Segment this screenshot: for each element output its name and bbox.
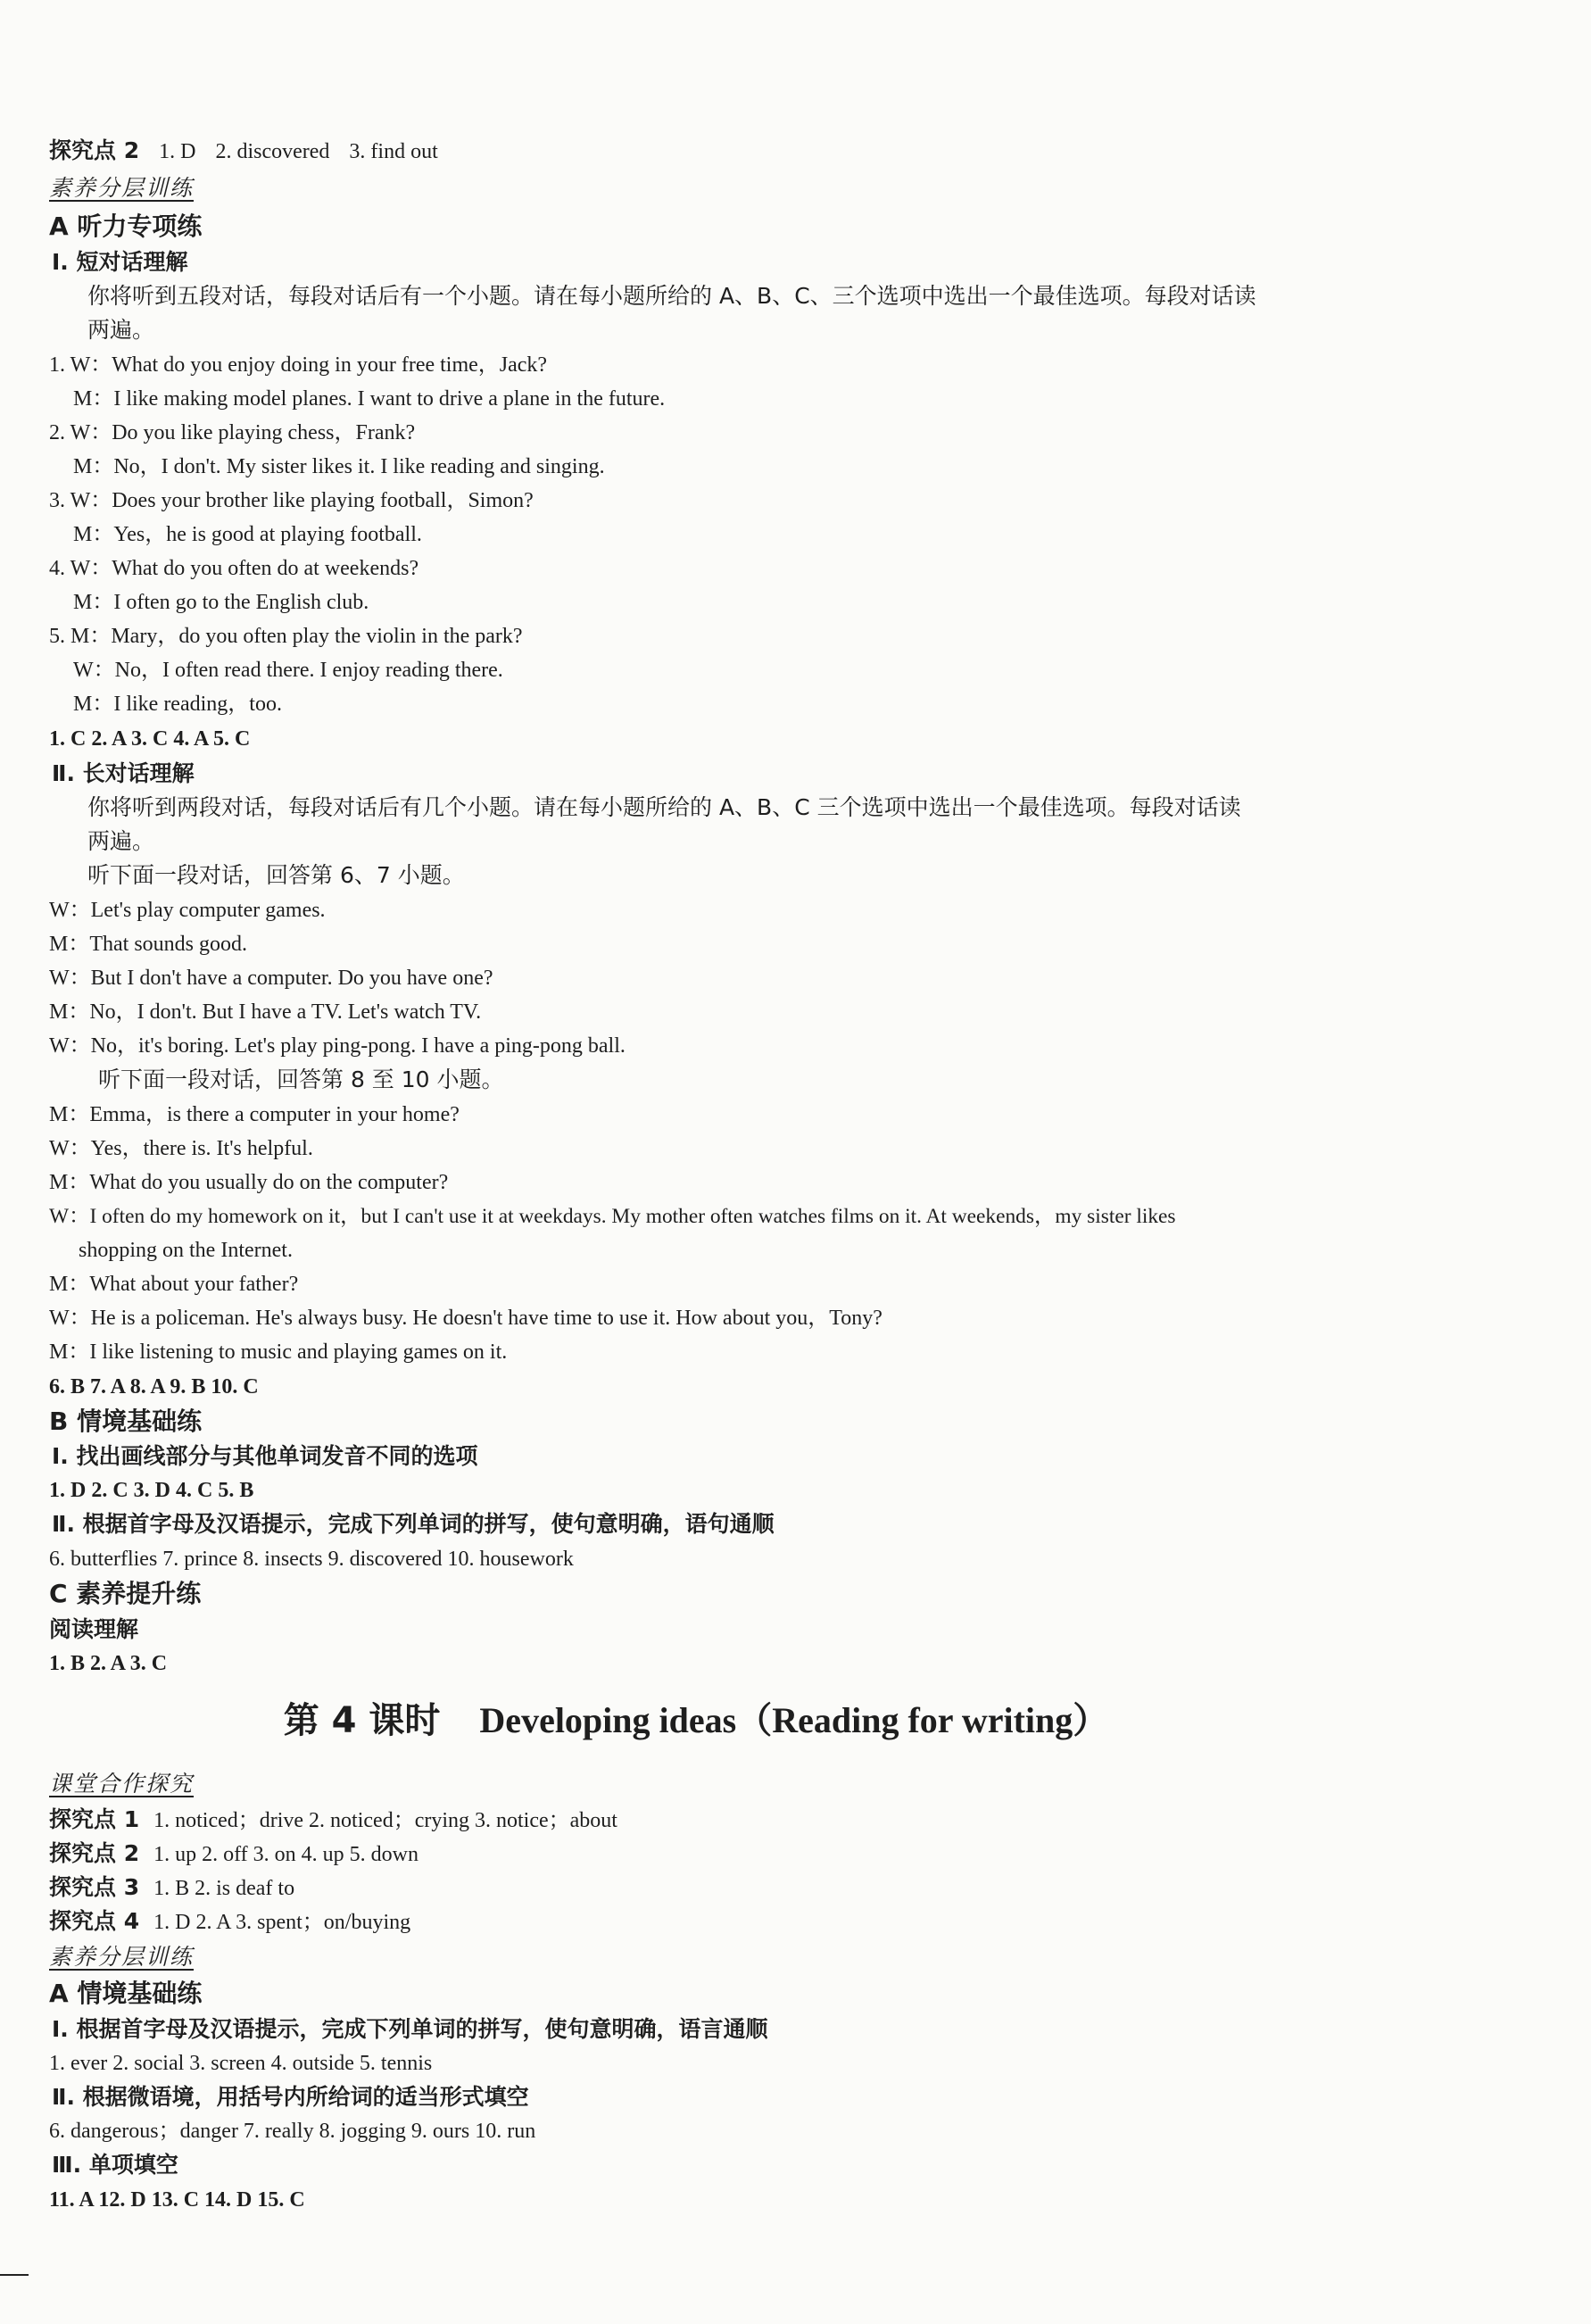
- dialogue-line: M：I often go to the English club.: [73, 591, 369, 614]
- answer-2: 2. discovered: [215, 140, 330, 163]
- lesson-title: [0, 1694, 1392, 1747]
- answers-line: 11. A 12. D 13. C 14. D 15. C: [49, 2188, 305, 2212]
- dialogue-line: 1. W：What do you enjoy doing in your free time，Jack?: [49, 353, 548, 377]
- explore-answers: 1. up 2. off 3. on 4. up 5. down: [153, 1843, 418, 1866]
- instruction-line: 两遍。: [87, 828, 155, 854]
- dialogue-line: M：What about your father?: [49, 1273, 299, 1296]
- explore-answers: 1. noticed；drive 2. noticed；crying 3. notice；about: [153, 1809, 617, 1832]
- explore-label: 探究点 1: [49, 1806, 140, 1832]
- dialogue-line: 3. W：Does your brother like playing football，Simon?: [49, 489, 534, 512]
- explore-label: 探究点 2: [49, 137, 140, 163]
- answers-line: 6. B 7. A 8. A 9. B 10. C: [49, 1375, 259, 1399]
- dialogue-line: M：What do you usually do on the computer?: [49, 1171, 449, 1194]
- section-tiered-training: 素养分层训练: [49, 175, 195, 201]
- section-classroom-cooperation: 课堂合作探究: [49, 1771, 195, 1797]
- dialogue-line: M：No，I don't. My sister likes it. I like reading and singing.: [73, 455, 605, 478]
- explore-point-1: [49, 1804, 617, 1838]
- lesson4-part-a-heading: A 情境基础练: [49, 1979, 203, 2008]
- word-form-heading: Ⅱ. 根据微语境，用括号内所给词的适当形式填空: [52, 2084, 529, 2110]
- explore-point-2: [49, 135, 438, 169]
- dialogue-line: W：Yes，there is. It's helpful.: [49, 1137, 313, 1160]
- pronunciation-heading: Ⅰ. 找出画线部分与其他单词发音不同的选项: [52, 1443, 478, 1469]
- explore-answers: 1. B 2. is deaf to: [153, 1877, 295, 1900]
- dialogue-line: W：No，I often read there. I enjoy reading there.: [73, 659, 503, 682]
- dialogue-line: 5. M：Mary，do you often play the violin in the park?: [49, 625, 523, 648]
- dialogue-line: M：No，I don't. But I have a TV. Let's watch TV.: [49, 1000, 482, 1024]
- long-dialogue-heading: Ⅱ. 长对话理解: [52, 760, 195, 786]
- dialogue-line: W：He is a policeman. He's always busy. He doesn't have time to use it. How about you，Tony?: [49, 1307, 883, 1330]
- dialogue-line: W：I often do my homework on it，but I can't use it at weekdays. My mother often watches films on it. At weekends，my sister likes: [49, 1205, 1176, 1228]
- part-a-heading: A 听力专项练: [49, 212, 203, 241]
- answers-line: 1. B 2. A 3. C: [49, 1652, 168, 1675]
- part-c-heading: C 素养提升练: [49, 1579, 202, 1608]
- dialogue-line: M：I like reading，too.: [73, 693, 282, 716]
- explore-point-4: [49, 1905, 410, 1939]
- reading-heading: 阅读理解: [49, 1616, 139, 1642]
- answers-line: 1. C 2. A 3. C 4. A 5. C: [49, 727, 251, 751]
- explore-label: 探究点 4: [49, 1908, 140, 1934]
- dialogue-line: 2. W：Do you like playing chess，Frank?: [49, 421, 416, 444]
- dialogue-line: M：Emma，is there a computer in your home?: [49, 1103, 460, 1126]
- answers-line: 1. ever 2. social 3. screen 4. outside 5. tennis: [49, 2052, 433, 2075]
- part-b-heading: B 情境基础练: [49, 1407, 203, 1436]
- instruction-line: 你将听到五段对话，每段对话后有一个小题。请在每小题所给的 A、B、C、三个选项中选出一个最佳选项。每段对话读: [87, 283, 1256, 309]
- explore-label: 探究点 2: [49, 1840, 140, 1866]
- explore-answers: 1. D 2. A 3. spent；on/buying: [153, 1911, 411, 1934]
- dialogue-line: W：But I don't have a computer. Do you have one?: [49, 967, 493, 990]
- explore-point-2: [49, 1838, 418, 1872]
- answers-line: 1. D 2. C 3. D 4. C 5. B: [49, 1479, 254, 1502]
- lesson-number: 第 4 课时: [283, 1700, 441, 1741]
- dialogue-line: M：I like listening to music and playing games on it.: [49, 1340, 508, 1364]
- dialogue-line: W：Let's play computer games.: [49, 899, 326, 922]
- answers-line: 6. dangerous；danger 7. really 8. jogging 9. ours 10. run: [49, 2120, 536, 2143]
- lesson-name: Developing ideas（Reading for writing）: [479, 1700, 1109, 1740]
- dialogue-line: M：That sounds good.: [49, 933, 247, 956]
- dialogue-line: W：No，it's boring. Let's play ping-pong. I have a ping-pong ball.: [49, 1034, 626, 1058]
- explore-point-3: [49, 1872, 294, 1905]
- page-corner-rule: [0, 2274, 29, 2276]
- listen-instruction: 听下面一段对话，回答第 6、7 小题。: [87, 862, 465, 888]
- dialogue-line: M：Yes，he is good at playing football.: [73, 523, 422, 546]
- short-dialogue-heading: Ⅰ. 短对话理解: [52, 249, 188, 275]
- instruction-line: 你将听到两段对话，每段对话后有几个小题。请在每小题所给的 A、B、C 三个选项中选出一个最佳选项。每段对话读: [87, 794, 1241, 820]
- dialogue-line: M：I like making model planes. I want to drive a plane in the future.: [73, 387, 666, 411]
- answer-3: 3. find out: [349, 140, 438, 163]
- dialogue-line: shopping on the Internet.: [79, 1239, 293, 1262]
- explore-label: 探究点 3: [49, 1874, 140, 1900]
- answers-line: 6. butterflies 7. prince 8. insects 9. discovered 10. housework: [49, 1548, 574, 1571]
- listen-instruction: 听下面一段对话，回答第 8 至 10 小题。: [98, 1067, 504, 1092]
- section-tiered-training: 素养分层训练: [49, 1944, 195, 1970]
- dialogue-line: 4. W：What do you often do at weekends?: [49, 557, 419, 580]
- single-choice-heading: Ⅲ. 单项填空: [52, 2152, 178, 2178]
- spelling-heading: Ⅰ. 根据首字母及汉语提示，完成下列单词的拼写，使句意明确，语言通顺: [52, 2016, 768, 2042]
- answer-1: 1. D: [159, 140, 196, 163]
- spelling-heading: Ⅱ. 根据首字母及汉语提示，完成下列单词的拼写，使句意明确，语句通顺: [52, 1511, 775, 1537]
- instruction-line: 两遍。: [87, 317, 155, 343]
